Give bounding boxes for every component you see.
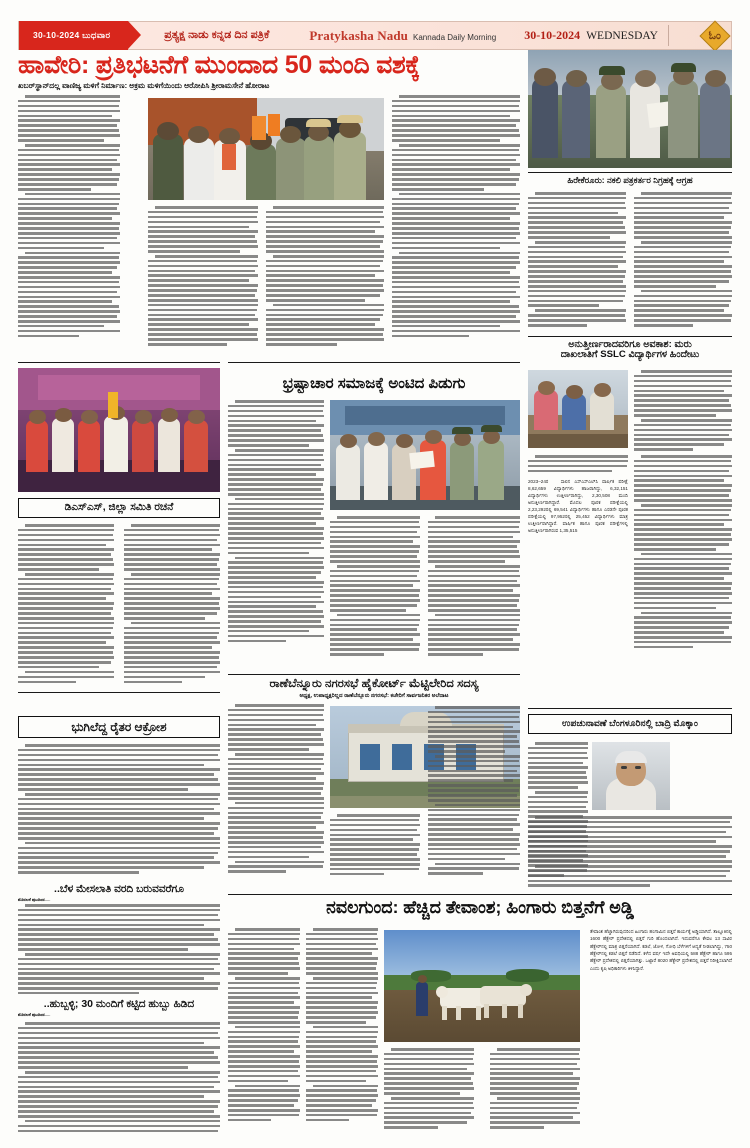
masthead-english-title: Pratykasha Nadu bbox=[309, 27, 409, 43]
lead-body-column-1 bbox=[18, 95, 120, 357]
right-story2-headline-line1: ಅನುತ್ತೀರ್ಣರಾದವರಿಗೂ ಅವಕಾಶ: ಮರು bbox=[568, 339, 692, 350]
sslc-total-students: 8,62,659 bbox=[528, 485, 546, 491]
lower-left-headline3: ..ಹುಬ್ಬಳ್ಳಿ; 30 ಮಂದಿಗೆ ಕಟ್ಟಿದ ಹುಬ್ಬು ಹಿಡಿದ bbox=[43, 998, 195, 1010]
bottom-stat-4: 13 bbox=[714, 936, 720, 942]
bottom-col2 bbox=[306, 928, 378, 1136]
right-story1-headline: ಹಿರೇಕೆರೂರು: ನಕಲಿ ಪತ್ರಕರ್ತರ ನಿಗ್ರಹಕ್ಕೆ ಆಗ್ರಹ bbox=[567, 175, 693, 185]
mid-left-headline: ಡಿಎಸ್‌ಎಸ್, ಜಿಲ್ಲಾ ಸಮಿತಿ ರಚನೆ bbox=[64, 501, 174, 514]
cultural-stage-photo bbox=[18, 368, 220, 492]
lead-photo-protest bbox=[148, 98, 384, 200]
award-ceremony-photo bbox=[330, 400, 520, 510]
om-logo-glyph: ಓಂ bbox=[708, 28, 722, 41]
lead-headline: ಹಾವೇರಿ: ಪ್ರತಿಭಟನೆಗೆ ಮುಂದಾದ 50 ಮಂದಿ ವಶಕ್ಕೆ bbox=[18, 51, 420, 79]
masthead-kannada-title: ಪ್ರತ್ಯಕ್ಷ ನಾಡು ಕನ್ನಡ ದಿನ ಪತ್ರಿಕೆ bbox=[164, 29, 270, 41]
divider-left-2 bbox=[18, 692, 220, 693]
sslc-first-attempt-passed: 69,541 bbox=[553, 507, 568, 512]
farmer-bullocks-field-photo bbox=[384, 930, 580, 1042]
bottom-col3 bbox=[384, 1048, 474, 1136]
lead-body-column-2 bbox=[148, 206, 258, 358]
mid-center-col2 bbox=[330, 516, 420, 666]
right-story1-col2 bbox=[634, 192, 732, 332]
lower-left-headline1: ಭುಗಿಲೆದ್ದ ರೈತರ ಆಕ್ರೋಶ bbox=[71, 719, 167, 734]
sslc-failed: 2,30,508 bbox=[592, 492, 610, 498]
mid-lower-col1 bbox=[228, 704, 324, 886]
students-classroom-photo bbox=[528, 370, 628, 448]
sslc-stats-column: 2023–24ರ ಸಾಲಿನ ಎಸ್‌ಎಸ್‌ಎಲ್‌ಸಿ ವಾರ್ಷಿಕ ಪರೀಕ್ಷೆ 8,62,659 ವಿದ್ಯಾರ್ಥಿಗಳು ಹಾಜರಾಗಿದ್ದು, 6,32,151 ವಿದ್ಯಾರ್ಥಿಗಳು ಉತ್ತೀರ್ಣರಾಗಿದ್ದು, 2,30,508 ಮಂದಿ ಅನುತ್ತೀರ್ಣರಾಗಿದ್ದಾರೆ. ಮೊದಲ ಪೂರಕ ಪರೀಕ್ಷೆಯಲ್ಲಿ 2,23,292ರಲ್ಲಿ 69,541 ವಿದ್ಯಾರ್ಥಿಗಳು ಹಾಗೂ ಎರಡನೇ ಪೂರಕ ಪರೀಕ್ಷೆಯಲ್ಲಿ 97,952ರಲ್ಲಿ 25,452 ವಿದ್ಯಾರ್ಥಿಗಳು ಮಾತ್ರ ಉತ್ತೀರ್ಣರಾಗಿದ್ದಾರೆ. ವಾರ್ಷಿಕ ಹಾಗೂ ಪೂರಕ ಪರೀಕ್ಷೆಗಳಲ್ಲಿ ಅನುತ್ತೀರ್ಣರಾಗಿರುವ 1,35,515 bbox=[528, 455, 628, 660]
right-story2-col-intro bbox=[634, 370, 732, 452]
sslc-year: 2023–24ರ bbox=[528, 478, 549, 484]
dss-headline-box bbox=[18, 498, 220, 518]
lower-left-headline2: ..ಬೆಳ ಮೇಸಲಾತಿ ವರದಿ ಬರುವವರೆಗೂ bbox=[54, 883, 184, 895]
masthead-weekday: WEDNESDAY bbox=[586, 29, 658, 42]
politician-portrait-photo bbox=[592, 742, 670, 810]
bottom-stat-1: 588 bbox=[690, 951, 699, 957]
bottom-stats-column: ತೇವಾಂಶ ಹೆಚ್ಚಾಗಿರುವುದರಿಂದ ಹಿಂಗಾರು ಹಂಗಾಮಿನ ಬಿತ್ತನೆ ಕಾರ್ಯಕ್ಕೆ ಅಡ್ಡಿಯಾಗಿದೆ. ತಾಲ್ಲೂಕಿನಲ್ಲಿ 1600 ಹೆಕ್ಟೇರ್‌ ಪ್ರದೇಶದಲ್ಲಿ ಬಿತ್ತನೆ ಗುರಿ ಹೊಂದಲಾಗಿದೆ. ಇದುವರೆಗೂ ಕೇವಲ 13 ಸಾವಿರ ಹೆಕ್ಟೇರ್‌ನಲ್ಲಿ ಮಾತ್ರ ಬಿತ್ತನೆಯಾಗಿದೆ. ಕಡಲೆ, ಜೋಳ, ಗೋಧಿ ಬೆಳೆಗಳಿಗೆ ಆದ್ಯತೆ ನೀಡಲಾಗಿದ್ದು, 750 ಹೆಕ್ಟೇರ್‌ನಲ್ಲಿ ಕಡಲೆ ಬಿತ್ತನೆ ನಡೆದಿದೆ. ಕಳೆದ ವರ್ಷ ಇದೇ ಅವಧಿಯಲ್ಲಿ 588 ಹೆಕ್ಟೇರ್‌ ಹಾಗೂ 595 ಹೆಕ್ಟೇರ್‌ ಪ್ರದೇಶದಲ್ಲಿ ಬಿತ್ತನೆಯಾಗಿತ್ತು. ಒಟ್ಟಾರೆ 8020 ಹೆಕ್ಟೇರ್‌ ಪ್ರದೇಶದಲ್ಲಿ ಬಿತ್ತನೆ ನಿರೀಕ್ಷಿಸಲಾಗಿದೆ ಎಂದು ಕೃಷಿ ಅಧಿಕಾರಿಗಳು ತಿಳಿಸಿದ್ದಾರೆ. bbox=[590, 929, 732, 971]
right-story3-headline: ಉಪಚುನಾವಣೆ ಬೆಂಗಳೂರಿನಲ್ಲಿ ಬಾದ್ರಿ ಮೊಕ್ಕಾಂ bbox=[562, 718, 698, 729]
masthead-date: 30-10-2024 bbox=[524, 28, 581, 42]
lead-story-header bbox=[18, 52, 522, 91]
lead-body-column-4 bbox=[392, 95, 520, 357]
right-story1-col1 bbox=[528, 192, 626, 332]
lower-left-headline1-box bbox=[18, 716, 220, 738]
bottom-stat-5: 750 bbox=[724, 943, 732, 949]
bottom-story-header bbox=[228, 898, 732, 917]
right-story2-col2 bbox=[634, 455, 732, 660]
mid-lower-headline: ರಾಣೆಬೆನ್ನೂರು ನಗರಸಭೆ ಹೈಕೋರ್ಟ್ ಮೆಟ್ಟಿಲೇರಿದ ಸದಸ್ಯ bbox=[269, 677, 479, 690]
om-logo-icon bbox=[699, 20, 730, 51]
lower-left-story3-body bbox=[18, 1022, 220, 1134]
lead-dek: ಖಬರ್‌ಸ್ಥಾನ್‌ದಲ್ಲ ವಾಣಿಜ್ಯ ಮಳಿಗೆ ನಿರ್ಮಾಣ: ಅಕ್ರಮ ಮಳಿಗೆಯಿಂದು ಆರೋಪಿಸಿ ಶ್ರೀರಾಮಸೇನೆ ಹೋರಾಟ bbox=[18, 81, 270, 90]
divider-center-1 bbox=[228, 362, 520, 363]
mid-lower-dek: ಅಧ್ಯಕ್ಷ, ಉಪಾಧ್ಯಕ್ಷರಿಲ್ಲದ ರಾಣೆಬೆನ್ನೂರು ನಗರಸಭೆ: ಕಚೇರಿಗೆ ಸಾರ್ವಜನಿಕರ ಅಲೆದಾಟ bbox=[299, 692, 449, 699]
divider-right-2 bbox=[528, 336, 732, 337]
bottom-stat-2: 595 bbox=[724, 951, 732, 957]
right-story1-header bbox=[528, 176, 732, 185]
masthead-english-subtitle: Kannada Daily Morning bbox=[413, 32, 497, 42]
police-felicitation-photo bbox=[528, 50, 732, 168]
mid-center-col3 bbox=[428, 516, 520, 666]
lead-body-column-3 bbox=[266, 206, 384, 358]
dss-col1 bbox=[18, 524, 114, 684]
bottom-col4 bbox=[490, 1048, 580, 1136]
bottom-stat-3: 1600 bbox=[590, 936, 601, 942]
bottom-headline: ನವಲಗುಂದ: ಹೆಚ್ಚಿದ ತೇವಾಂಶ; ಹಿಂಗಾರು ಬಿತ್ತನೆಗೆ ಅಡ್ಡಿ bbox=[326, 897, 634, 917]
masthead bbox=[18, 21, 732, 50]
mid-lower-col2 bbox=[330, 814, 420, 886]
lower-left-headline3-note: ಮೊದಲನೆ ಪುಟದಿಂದ..... bbox=[18, 1012, 51, 1018]
masthead-english-title-group bbox=[309, 28, 496, 44]
sslc-first-attempt-total: 2,23,292 bbox=[528, 507, 546, 512]
divider-bottom bbox=[228, 894, 732, 895]
lower-left-headline2-note: ಮೊದಲನೆ ಪುಟದಿಂದ..... bbox=[18, 897, 51, 903]
mid-center-col1 bbox=[228, 400, 324, 666]
lower-left-story2-body bbox=[18, 904, 220, 994]
right-story3-headline-box bbox=[528, 714, 732, 734]
right-story2-headline-line2: ದಾಖಲಾತಿಗೆ SSLC ವಿದ್ಯಾರ್ಥಿಗಳ ಹಿಂದೇಟು bbox=[560, 349, 700, 361]
masthead-divider bbox=[668, 25, 669, 46]
mid-center-header bbox=[228, 376, 520, 392]
sslc-passed: 6,32,151 bbox=[610, 485, 628, 491]
masthead-date-badge: 30-10-2024 ಬುಧವಾರ bbox=[19, 21, 128, 50]
sslc-second-attempt-passed: 25,452 bbox=[575, 514, 590, 520]
lower-left-story1-body bbox=[18, 744, 220, 876]
lower-left-story2-header bbox=[18, 884, 220, 902]
divider-right-1 bbox=[528, 172, 732, 173]
dss-col2 bbox=[124, 524, 220, 684]
lower-left-story3-header bbox=[18, 999, 220, 1017]
divider-left-1 bbox=[18, 362, 220, 363]
sslc-second-attempt-total: 97,952 bbox=[550, 514, 565, 520]
mid-lower-center-header bbox=[228, 678, 520, 699]
mid-lower-col3 bbox=[428, 706, 520, 886]
mid-center-headline: ಭ್ರಷ್ಟಾಚಾರ ಸಮಾಜಕ್ಕೆ ಅಂಟಿದ ಪಿಡುಗು bbox=[282, 375, 466, 392]
divider-center-2 bbox=[228, 674, 520, 675]
divider-right-3 bbox=[528, 708, 732, 709]
bottom-col1 bbox=[228, 928, 300, 1136]
sslc-combined-fail: 1,35,515 bbox=[559, 528, 578, 534]
right-story3-col2 bbox=[528, 816, 732, 888]
bottom-stat-6: 8020 bbox=[657, 958, 668, 964]
right-story2-header bbox=[528, 340, 732, 361]
